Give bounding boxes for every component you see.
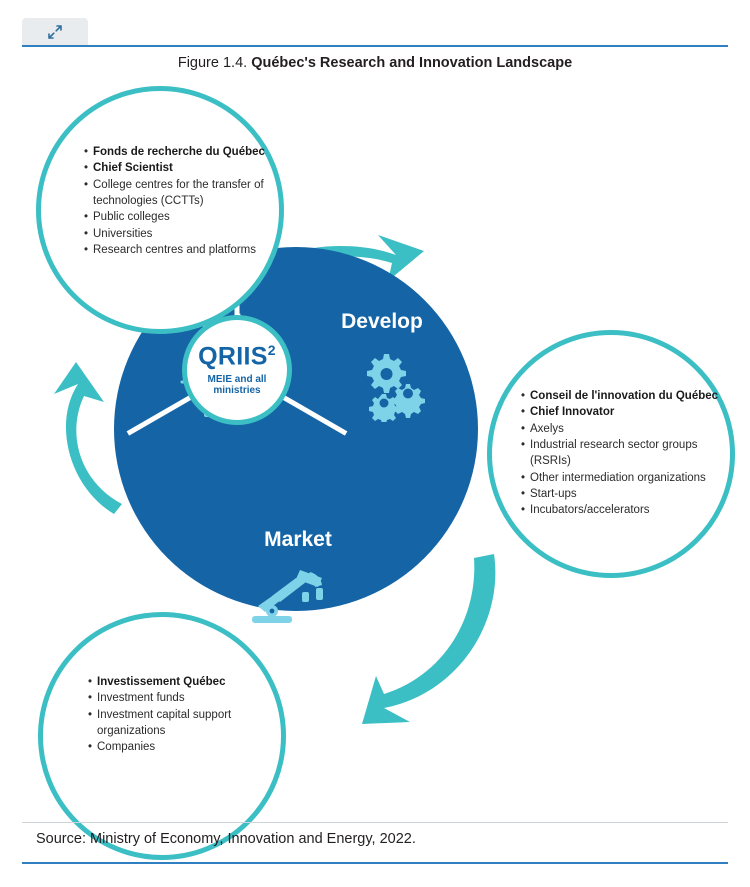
invent-actors-list — [84, 144, 289, 258]
bullet-icon: • — [521, 471, 526, 484]
toolbar — [0, 0, 750, 42]
expand-arrows-icon — [47, 24, 63, 40]
center-node — [182, 315, 292, 425]
market-actors-list — [88, 674, 283, 756]
list-item: • College centres for the transfer of technologies (CCTTs) — [84, 177, 289, 210]
list-item: • Start-ups — [521, 486, 721, 502]
bullet-icon: • — [84, 178, 89, 191]
bullet-icon: • — [521, 390, 526, 402]
list-item: • Axelys — [521, 421, 721, 437]
sector-label-develop: Develop — [341, 310, 423, 333]
bullet-icon: • — [88, 676, 93, 688]
center-acronym-text: QRIIS — [198, 342, 268, 371]
list-item: • Fonds de recherche du Québec — [84, 144, 289, 160]
list-item: • Industrial research sector groups (RSRIs) — [521, 437, 721, 470]
bullet-icon: • — [88, 692, 93, 705]
source-note: Source: Ministry of Economy, Innovation and Energy, 2022. — [36, 831, 416, 847]
list-item: • Chief Scientist — [84, 160, 289, 176]
list-item: • Incubators/accelerators — [521, 502, 721, 518]
robot-arm-icon — [250, 568, 332, 635]
center-subtitle — [208, 374, 267, 397]
bullet-icon: • — [88, 708, 93, 721]
center-subtitle-line1: MEIE and all — [207, 373, 267, 385]
center-subtitle-line2: ministries — [213, 385, 261, 397]
list-item: • Universities — [84, 226, 289, 242]
bullet-icon: • — [84, 243, 89, 256]
list-item: • Public colleges — [84, 209, 289, 225]
bullet-icon: • — [88, 741, 93, 754]
header-divider — [22, 45, 728, 47]
bullet-icon: • — [521, 504, 526, 517]
list-item: • Chief Innovator — [521, 404, 721, 420]
bullet-icon: • — [521, 487, 526, 500]
bullet-icon: • — [521, 438, 526, 451]
develop-actors-list — [521, 388, 721, 519]
bullet-icon: • — [84, 211, 89, 224]
bullet-icon: • — [84, 146, 89, 158]
center-acronym-superscript: 2 — [267, 342, 276, 359]
figure-caption — [0, 55, 750, 71]
list-item: • Investment funds — [88, 690, 283, 706]
bullet-icon: • — [521, 422, 526, 435]
bullet-icon: • — [84, 162, 89, 175]
diagram-canvas — [0, 78, 750, 818]
list-item: • Conseil de l'innovation du Québec — [521, 388, 721, 404]
sector-label-market: Market — [264, 528, 332, 551]
list-item: • Investissement Québec — [88, 674, 283, 690]
list-item: • Other intermediation organizations — [521, 470, 721, 486]
page-bottom-edge — [0, 864, 750, 887]
source-divider — [22, 822, 728, 823]
list-item: • Companies — [88, 739, 283, 755]
bullet-icon: • — [84, 227, 89, 240]
bullet-icon: • — [521, 406, 526, 419]
figure-title: Québec's Research and Innovation Landscape — [251, 55, 573, 71]
expand-figure-button[interactable] — [22, 18, 88, 46]
figure-number: Figure 1.4. — [177, 55, 248, 71]
list-item: • Investment capital support organizations — [88, 707, 283, 740]
gears-icon — [360, 350, 432, 427]
center-acronym — [198, 343, 276, 369]
list-item: • Research centres and platforms — [84, 242, 289, 258]
